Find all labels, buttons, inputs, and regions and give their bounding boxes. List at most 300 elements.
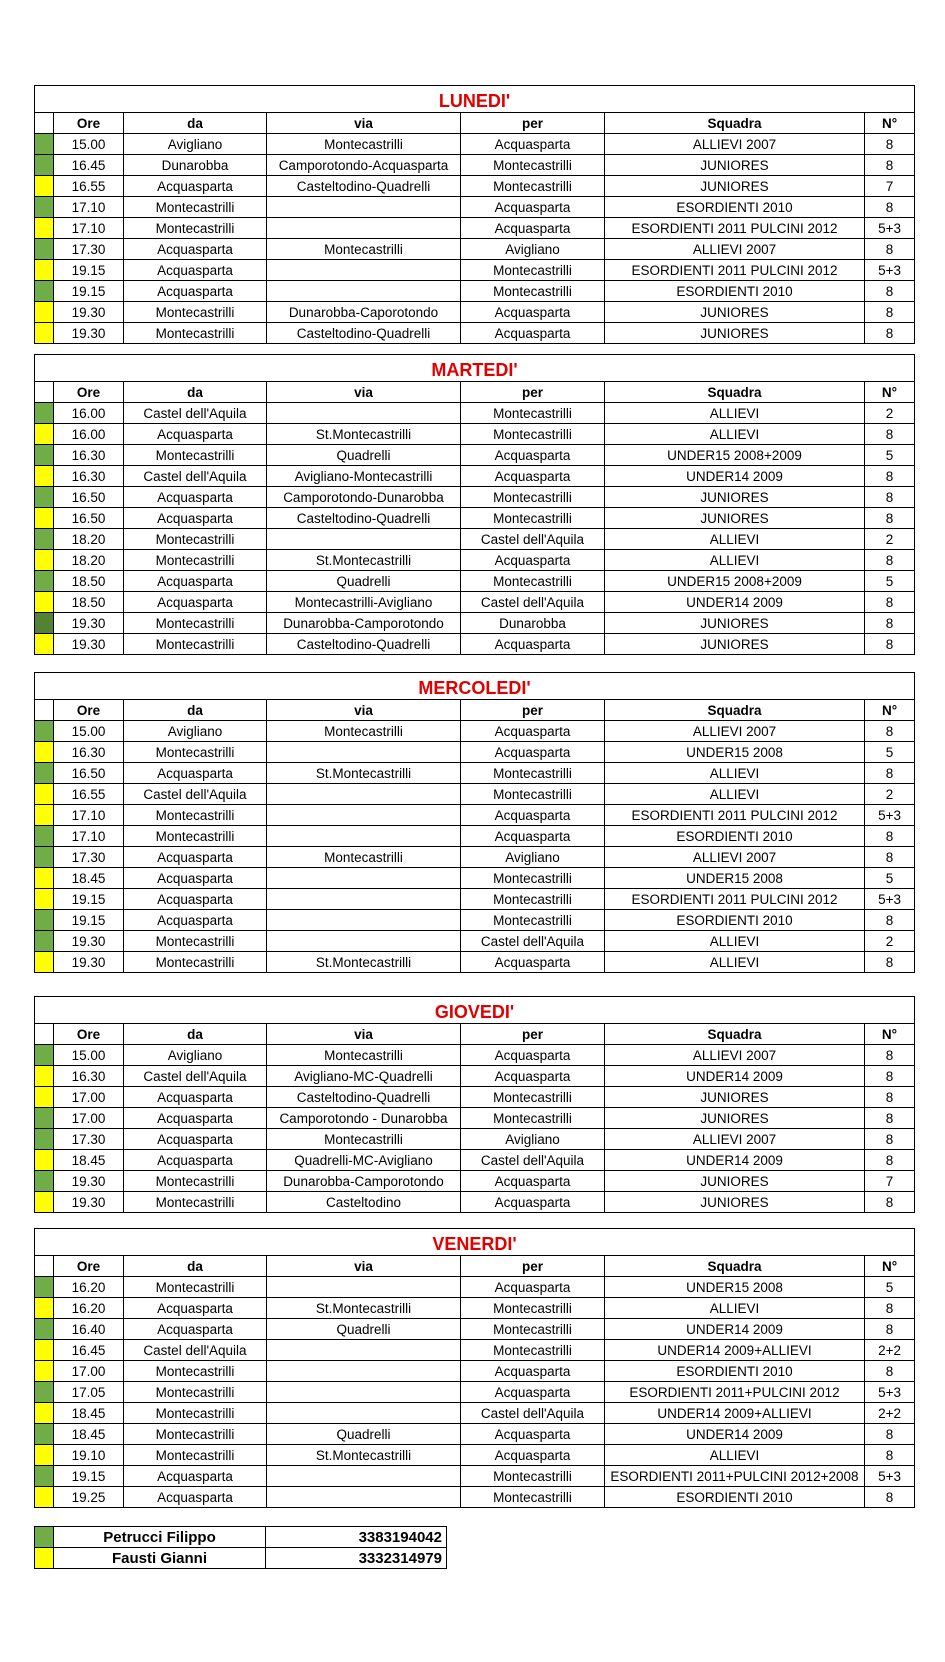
cell-da: Montecastrilli xyxy=(124,445,267,466)
table-row xyxy=(35,1087,915,1108)
cell-squadra: ALLIEVI 2007 xyxy=(605,1045,865,1066)
cell-n: 8 xyxy=(865,281,915,302)
cell-ore: 16.30 xyxy=(54,466,124,487)
cell-per: Montecastrilli xyxy=(461,403,605,424)
cell-da: Avigliano xyxy=(124,134,267,155)
header-per: per xyxy=(461,700,605,721)
cell-ore: 17.30 xyxy=(54,847,124,868)
color-marker xyxy=(35,910,54,931)
color-marker xyxy=(35,1445,54,1466)
cell-squadra: ALLIEVI 2007 xyxy=(605,721,865,742)
cell-squadra: UNDER14 2009 xyxy=(605,1150,865,1171)
table-row xyxy=(35,1424,915,1445)
cell-via xyxy=(267,197,461,218)
cell-n: 8 xyxy=(865,826,915,847)
table-row xyxy=(35,721,915,742)
cell-n: 5 xyxy=(865,445,915,466)
cell-per: Montecastrilli xyxy=(461,889,605,910)
cell-squadra: ESORDIENTI 2010 xyxy=(605,197,865,218)
cell-per: Montecastrilli xyxy=(461,260,605,281)
cell-via: Dunarobba-Camporotondo xyxy=(267,1171,461,1192)
cell-da: Castel dell'Aquila xyxy=(124,1066,267,1087)
cell-per: Acquasparta xyxy=(461,1361,605,1382)
cell-squadra: ESORDIENTI 2011+PULCINI 2012+2008 xyxy=(605,1466,865,1487)
day-table xyxy=(34,1228,915,1508)
cell-da: Castel dell'Aquila xyxy=(124,466,267,487)
cell-da: Montecastrilli xyxy=(124,1382,267,1403)
cell-via xyxy=(267,868,461,889)
color-marker xyxy=(35,155,54,176)
color-marker xyxy=(35,805,54,826)
table-row xyxy=(35,403,915,424)
color-marker xyxy=(35,466,54,487)
header-via: via xyxy=(267,1256,461,1277)
color-marker xyxy=(35,1527,54,1548)
cell-da: Acquasparta xyxy=(124,868,267,889)
cell-ore: 15.00 xyxy=(54,134,124,155)
color-marker xyxy=(35,931,54,952)
color-marker xyxy=(35,1066,54,1087)
color-marker xyxy=(35,1424,54,1445)
cell-squadra: JUNIORES xyxy=(605,634,865,655)
cell-per: Montecastrilli xyxy=(461,1087,605,1108)
cell-n: 5+3 xyxy=(865,1382,915,1403)
cell-ore: 19.30 xyxy=(54,952,124,973)
cell-squadra: ESORDIENTI 2010 xyxy=(605,910,865,931)
color-marker xyxy=(35,1045,54,1066)
cell-ore: 19.30 xyxy=(54,613,124,634)
cell-via xyxy=(267,529,461,550)
cell-n: 8 xyxy=(865,1361,915,1382)
color-marker xyxy=(35,529,54,550)
color-marker xyxy=(35,218,54,239)
cell-via: Quadrelli xyxy=(267,1424,461,1445)
cell-via: Casteltodino-Quadrelli xyxy=(267,176,461,197)
cell-per: Acquasparta xyxy=(461,1192,605,1213)
cell-ore: 17.10 xyxy=(54,826,124,847)
cell-da: Acquasparta xyxy=(124,889,267,910)
cell-via xyxy=(267,805,461,826)
cell-ore: 18.45 xyxy=(54,1424,124,1445)
cell-per: Acquasparta xyxy=(461,1045,605,1066)
cell-via xyxy=(267,260,461,281)
color-marker xyxy=(35,1087,54,1108)
cell-squadra: JUNIORES xyxy=(605,1192,865,1213)
cell-per: Acquasparta xyxy=(461,197,605,218)
cell-squadra: UNDER15 2008 xyxy=(605,868,865,889)
table-row xyxy=(35,218,915,239)
cell-via: Casteltodino-Quadrelli xyxy=(267,1087,461,1108)
cell-da: Montecastrilli xyxy=(124,1361,267,1382)
table-row xyxy=(35,1129,915,1150)
color-marker xyxy=(35,239,54,260)
table-row xyxy=(35,529,915,550)
cell-da: Acquasparta xyxy=(124,260,267,281)
color-marker xyxy=(35,1171,54,1192)
cell-n: 5+3 xyxy=(865,1466,915,1487)
table-row xyxy=(35,1361,915,1382)
header-da: da xyxy=(124,382,267,403)
cell-squadra: ESORDIENTI 2011 PULCINI 2012 xyxy=(605,260,865,281)
cell-n: 8 xyxy=(865,910,915,931)
cell-da: Montecastrilli xyxy=(124,197,267,218)
header-marker-cell xyxy=(35,700,54,721)
cell-squadra: UNDER15 2008 xyxy=(605,1277,865,1298)
cell-squadra: ESORDIENTI 2011 PULCINI 2012 xyxy=(605,218,865,239)
cell-via xyxy=(267,784,461,805)
header-squadra: Squadra xyxy=(605,1256,865,1277)
table-row xyxy=(35,176,915,197)
contact-name: Petrucci Filippo xyxy=(54,1527,266,1548)
cell-squadra: ALLIEVI xyxy=(605,550,865,571)
contact-row xyxy=(35,1527,447,1548)
cell-ore: 16.30 xyxy=(54,742,124,763)
cell-da: Montecastrilli xyxy=(124,218,267,239)
cell-per: Montecastrilli xyxy=(461,1108,605,1129)
color-marker xyxy=(35,197,54,218)
table-row xyxy=(35,868,915,889)
header-da: da xyxy=(124,1024,267,1045)
cell-per: Acquasparta xyxy=(461,302,605,323)
cell-via: Camporotondo - Dunarobba xyxy=(267,1108,461,1129)
cell-ore: 19.30 xyxy=(54,1192,124,1213)
color-marker xyxy=(35,302,54,323)
cell-da: Montecastrilli xyxy=(124,742,267,763)
day-title: MARTEDI' xyxy=(35,355,915,382)
table-row xyxy=(35,763,915,784)
cell-n: 5 xyxy=(865,868,915,889)
cell-ore: 15.00 xyxy=(54,721,124,742)
cell-via xyxy=(267,1277,461,1298)
cell-n: 5+3 xyxy=(865,889,915,910)
cell-per: Acquasparta xyxy=(461,1066,605,1087)
cell-n: 8 xyxy=(865,1150,915,1171)
cell-squadra: UNDER14 2009 xyxy=(605,466,865,487)
cell-per: Montecastrilli xyxy=(461,176,605,197)
cell-via xyxy=(267,910,461,931)
cell-da: Acquasparta xyxy=(124,1466,267,1487)
cell-per: Acquasparta xyxy=(461,742,605,763)
cell-via: Montecastrilli-Avigliano xyxy=(267,592,461,613)
cell-per: Acquasparta xyxy=(461,550,605,571)
cell-n: 5 xyxy=(865,742,915,763)
cell-via xyxy=(267,1487,461,1508)
cell-squadra: ALLIEVI 2007 xyxy=(605,134,865,155)
header-squadra: Squadra xyxy=(605,382,865,403)
cell-squadra: ESORDIENTI 2010 xyxy=(605,1361,865,1382)
cell-n: 8 xyxy=(865,1319,915,1340)
cell-n: 8 xyxy=(865,1045,915,1066)
cell-per: Castel dell'Aquila xyxy=(461,529,605,550)
header-via: via xyxy=(267,1024,461,1045)
table-row xyxy=(35,952,915,973)
table-row xyxy=(35,1319,915,1340)
table-row xyxy=(35,826,915,847)
table-row xyxy=(35,1466,915,1487)
table-row xyxy=(35,239,915,260)
cell-da: Castel dell'Aquila xyxy=(124,1340,267,1361)
cell-da: Acquasparta xyxy=(124,592,267,613)
cell-da: Dunarobba xyxy=(124,155,267,176)
header-squadra: Squadra xyxy=(605,700,865,721)
cell-da: Avigliano xyxy=(124,721,267,742)
color-marker xyxy=(35,1129,54,1150)
cell-ore: 16.50 xyxy=(54,763,124,784)
cell-via xyxy=(267,889,461,910)
cell-ore: 19.30 xyxy=(54,1171,124,1192)
cell-squadra: UNDER15 2008+2009 xyxy=(605,445,865,466)
cell-ore: 17.10 xyxy=(54,218,124,239)
cell-via: Dunarobba-Caporotondo xyxy=(267,302,461,323)
cell-da: Acquasparta xyxy=(124,1087,267,1108)
cell-da: Montecastrilli xyxy=(124,826,267,847)
cell-da: Acquasparta xyxy=(124,176,267,197)
cell-ore: 16.20 xyxy=(54,1298,124,1319)
cell-squadra: JUNIORES xyxy=(605,155,865,176)
color-marker xyxy=(35,1548,54,1569)
cell-via: St.Montecastrilli xyxy=(267,952,461,973)
cell-ore: 17.10 xyxy=(54,197,124,218)
table-row xyxy=(35,424,915,445)
table-row xyxy=(35,155,915,176)
cell-da: Montecastrilli xyxy=(124,1171,267,1192)
color-marker xyxy=(35,592,54,613)
cell-ore: 16.45 xyxy=(54,1340,124,1361)
header-marker-cell xyxy=(35,1256,54,1277)
cell-via: Camporotondo-Dunarobba xyxy=(267,487,461,508)
header-via: via xyxy=(267,382,461,403)
header-ore: Ore xyxy=(54,382,124,403)
cell-squadra: ESORDIENTI 2010 xyxy=(605,1487,865,1508)
cell-squadra: JUNIORES xyxy=(605,613,865,634)
color-marker xyxy=(35,403,54,424)
cell-via xyxy=(267,1403,461,1424)
cell-ore: 19.15 xyxy=(54,281,124,302)
cell-per: Montecastrilli xyxy=(461,1340,605,1361)
cell-via: St.Montecastrilli xyxy=(267,424,461,445)
cell-per: Montecastrilli xyxy=(461,1466,605,1487)
header-squadra: Squadra xyxy=(605,1024,865,1045)
contact-phone: 3383194042 xyxy=(266,1527,447,1548)
cell-ore: 19.30 xyxy=(54,634,124,655)
cell-n: 8 xyxy=(865,1192,915,1213)
cell-squadra: UNDER15 2008 xyxy=(605,742,865,763)
color-marker xyxy=(35,613,54,634)
cell-ore: 17.10 xyxy=(54,805,124,826)
cell-n: 8 xyxy=(865,134,915,155)
cell-da: Montecastrilli xyxy=(124,1424,267,1445)
cell-via: St.Montecastrilli xyxy=(267,1298,461,1319)
cell-per: Montecastrilli xyxy=(461,868,605,889)
cell-via: Dunarobba-Camporotondo xyxy=(267,613,461,634)
table-row xyxy=(35,1382,915,1403)
cell-ore: 18.45 xyxy=(54,868,124,889)
cell-squadra: JUNIORES xyxy=(605,1108,865,1129)
cell-da: Acquasparta xyxy=(124,1319,267,1340)
cell-squadra: UNDER14 2009+ALLIEVI xyxy=(605,1340,865,1361)
cell-da: Montecastrilli xyxy=(124,1445,267,1466)
cell-squadra: UNDER15 2008+2009 xyxy=(605,571,865,592)
cell-per: Montecastrilli xyxy=(461,1487,605,1508)
cell-ore: 17.30 xyxy=(54,1129,124,1150)
header-n: N° xyxy=(865,1256,915,1277)
color-marker xyxy=(35,1298,54,1319)
cell-da: Acquasparta xyxy=(124,1298,267,1319)
cell-via xyxy=(267,1361,461,1382)
cell-via: Casteltodino-Quadrelli xyxy=(267,323,461,344)
day-table xyxy=(34,354,915,655)
cell-per: Montecastrilli xyxy=(461,508,605,529)
table-row xyxy=(35,487,915,508)
cell-n: 8 xyxy=(865,847,915,868)
cell-per: Montecastrilli xyxy=(461,487,605,508)
color-marker xyxy=(35,571,54,592)
cell-ore: 19.30 xyxy=(54,302,124,323)
cell-via: Casteltodino xyxy=(267,1192,461,1213)
table-row xyxy=(35,302,915,323)
cell-per: Avigliano xyxy=(461,1129,605,1150)
header-per: per xyxy=(461,1256,605,1277)
cell-da: Acquasparta xyxy=(124,1487,267,1508)
cell-via xyxy=(267,403,461,424)
cell-ore: 16.00 xyxy=(54,424,124,445)
cell-via xyxy=(267,1340,461,1361)
cell-n: 8 xyxy=(865,323,915,344)
contact-name: Fausti Gianni xyxy=(54,1548,266,1569)
color-marker xyxy=(35,868,54,889)
color-marker xyxy=(35,742,54,763)
cell-via: Montecastrilli xyxy=(267,134,461,155)
cell-via: St.Montecastrilli xyxy=(267,1445,461,1466)
table-row xyxy=(35,1045,915,1066)
cell-ore: 18.20 xyxy=(54,529,124,550)
header-marker-cell xyxy=(35,382,54,403)
cell-via xyxy=(267,218,461,239)
cell-ore: 16.20 xyxy=(54,1277,124,1298)
cell-da: Montecastrilli xyxy=(124,952,267,973)
header-squadra: Squadra xyxy=(605,113,865,134)
cell-n: 8 xyxy=(865,613,915,634)
table-row xyxy=(35,260,915,281)
cell-squadra: ALLIEVI xyxy=(605,424,865,445)
cell-squadra: ALLIEVI xyxy=(605,931,865,952)
cell-via: Casteltodino-Quadrelli xyxy=(267,634,461,655)
table-row xyxy=(35,323,915,344)
cell-ore: 19.10 xyxy=(54,1445,124,1466)
header-via: via xyxy=(267,113,461,134)
cell-ore: 16.50 xyxy=(54,508,124,529)
cell-squadra: ALLIEVI 2007 xyxy=(605,1129,865,1150)
table-row xyxy=(35,1192,915,1213)
day-title: GIOVEDI' xyxy=(35,997,915,1024)
cell-via: Montecastrilli xyxy=(267,721,461,742)
header-ore: Ore xyxy=(54,1024,124,1045)
cell-squadra: ESORDIENTI 2011 PULCINI 2012 xyxy=(605,889,865,910)
day-title: LUNEDI' xyxy=(35,86,915,113)
cell-n: 8 xyxy=(865,1108,915,1129)
cell-n: 8 xyxy=(865,487,915,508)
cell-da: Montecastrilli xyxy=(124,1192,267,1213)
color-marker xyxy=(35,424,54,445)
cell-n: 8 xyxy=(865,550,915,571)
cell-da: Montecastrilli xyxy=(124,529,267,550)
cell-da: Montecastrilli xyxy=(124,1403,267,1424)
cell-da: Montecastrilli xyxy=(124,805,267,826)
cell-squadra: ESORDIENTI 2010 xyxy=(605,281,865,302)
cell-per: Montecastrilli xyxy=(461,1298,605,1319)
cell-via: Montecastrilli xyxy=(267,1045,461,1066)
cell-per: Acquasparta xyxy=(461,1424,605,1445)
cell-via: Quadrelli-MC-Avigliano xyxy=(267,1150,461,1171)
table-row xyxy=(35,1171,915,1192)
header-marker-cell xyxy=(35,113,54,134)
cell-via: Avigliano-MC-Quadrelli xyxy=(267,1066,461,1087)
cell-squadra: UNDER14 2009 xyxy=(605,592,865,613)
color-marker xyxy=(35,1150,54,1171)
cell-da: Acquasparta xyxy=(124,508,267,529)
header-ore: Ore xyxy=(54,700,124,721)
cell-ore: 19.15 xyxy=(54,1466,124,1487)
cell-ore: 16.30 xyxy=(54,445,124,466)
day-table xyxy=(34,85,915,344)
header-per: per xyxy=(461,1024,605,1045)
table-row xyxy=(35,805,915,826)
cell-via xyxy=(267,742,461,763)
day-title: MERCOLEDI' xyxy=(35,673,915,700)
cell-via: Avigliano-Montecastrilli xyxy=(267,466,461,487)
header-da: da xyxy=(124,700,267,721)
cell-via: St.Montecastrilli xyxy=(267,550,461,571)
cell-da: Montecastrilli xyxy=(124,302,267,323)
cell-da: Castel dell'Aquila xyxy=(124,403,267,424)
cell-via xyxy=(267,1382,461,1403)
color-marker xyxy=(35,1403,54,1424)
header-per: per xyxy=(461,113,605,134)
table-row xyxy=(35,1403,915,1424)
table-row xyxy=(35,931,915,952)
table-row xyxy=(35,1340,915,1361)
cell-per: Acquasparta xyxy=(461,952,605,973)
cell-squadra: JUNIORES xyxy=(605,323,865,344)
cell-n: 7 xyxy=(865,176,915,197)
header-per: per xyxy=(461,382,605,403)
cell-ore: 18.50 xyxy=(54,571,124,592)
table-row xyxy=(35,1108,915,1129)
color-marker xyxy=(35,1319,54,1340)
cell-n: 8 xyxy=(865,302,915,323)
cell-n: 2+2 xyxy=(865,1403,915,1424)
cell-ore: 18.45 xyxy=(54,1150,124,1171)
color-marker xyxy=(35,763,54,784)
table-row xyxy=(35,508,915,529)
cell-n: 2+2 xyxy=(865,1340,915,1361)
cell-per: Castel dell'Aquila xyxy=(461,592,605,613)
color-marker xyxy=(35,445,54,466)
cell-per: Montecastrilli xyxy=(461,910,605,931)
cell-da: Acquasparta xyxy=(124,487,267,508)
cell-per: Avigliano xyxy=(461,239,605,260)
cell-n: 5+3 xyxy=(865,805,915,826)
cell-per: Dunarobba xyxy=(461,613,605,634)
table-row xyxy=(35,571,915,592)
cell-via: Camporotondo-Acquasparta xyxy=(267,155,461,176)
header-da: da xyxy=(124,1256,267,1277)
cell-ore: 16.40 xyxy=(54,1319,124,1340)
cell-da: Acquasparta xyxy=(124,847,267,868)
cell-per: Montecastrilli xyxy=(461,281,605,302)
cell-squadra: UNDER14 2009 xyxy=(605,1424,865,1445)
header-via: via xyxy=(267,700,461,721)
